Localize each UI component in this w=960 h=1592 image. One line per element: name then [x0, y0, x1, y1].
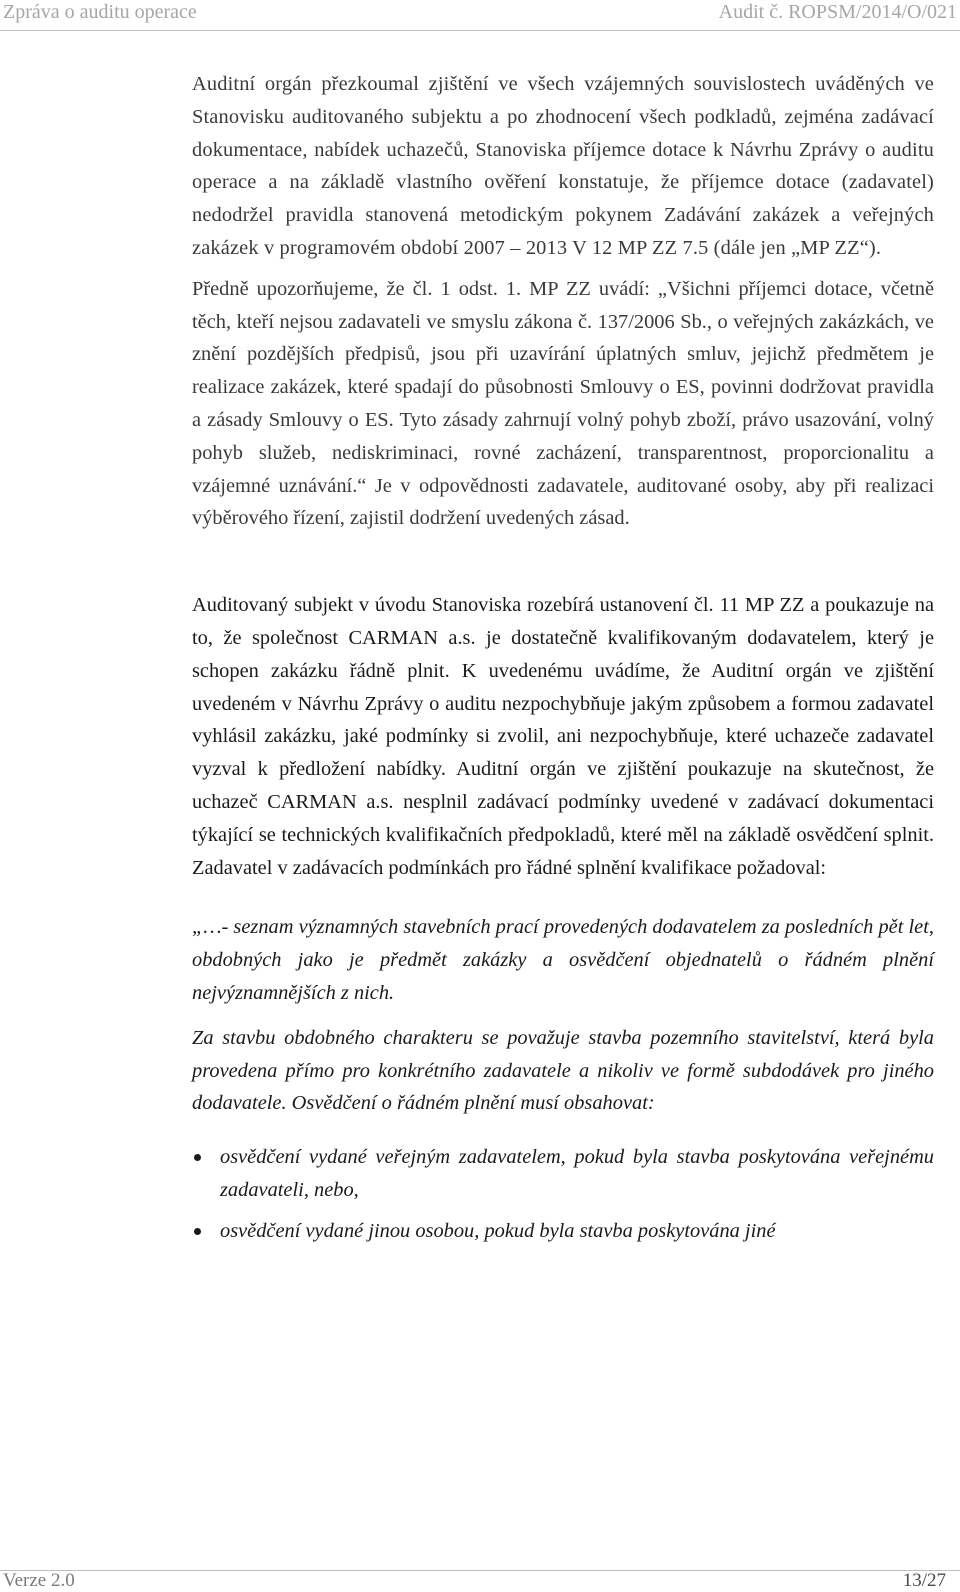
quote-requirements-list: „…- seznam významných stavebních prací provedených dodavatelem za posledních pět let, obdobných jako je předmět zakázky a osvědčení objednatelů o řádném plnění nejvýznamnějších z nich.: [192, 916, 934, 1004]
footer-version: Verze 2.0: [3, 1570, 75, 1591]
document-body: [192, 68, 934, 1256]
paragraph-mp-zz-quote: Předně upozorňujeme, že čl. 1 odst. 1. MP ZZ uvádí: „Všichni příjemci dotace, včetně těch, kteří nejsou zadavateli ve smyslu zákona č. 137/2006 Sb., o veřejných zakázkách, ve znění pozdějších předpisů, jsou při uzavírání úplatných smluv, jejichž předmětem je realizace zakázek, které spadají do působnosti Smlouvy o ES, povinni dodržovat pravidla a zásady Smlouvy o ES. Tyto zásady zahrnují volný pohyb zboží, právo usazování, volný pohyb služeb, nediskriminaci, rovné zacházení, transparentnost, proporcionalitu a vzájemné uznávání.“ Je v odpovědnosti zadavatele, auditované osoby, aby při realizaci výběrového řízení, zajistil dodržení uvedených zásad.: [192, 277, 934, 530]
paragraph-carman-qualification: Auditovaný subjekt v úvodu Stanoviska rozebírá ustanovení čl. 11 MP ZZ a poukazuje na to, že společnost CARMAN a.s. je dostatečně kvalifikovaným dodavatelem, který je schopen zakázku řádně plnit. K uvedenému uvádíme, že Auditní orgán ve zjištění uvedeném v Návrhu Zprávy o auditu nezpochybňuje jakým způsobem a formou zadavatel vyhlásil zakázku, jaké podmínky si zvolil, ani nezpochybňuje, které uchazeče zadavatel vyzval k předložení nabídky. Auditní orgán ve zjištění poukazuje na skutečnost, že uchazeč CARMAN a.s. nesplnil zadávací podmínky uvedené v zadávací dokumentaci týkající se technických kvalifikačních předpokladů, které měl na základě osvědčení splnit. Zadavatel v zadávacích podmínkách pro řádné splnění kvalifikace požadoval:: [192, 594, 934, 879]
quote-similar-construction: Za stavbu obdobného charakteru se považuje stavba pozemního stavitelství, která byla provedena přímo pro konkrétního zadavatele a nikoliv ve formě subdodávek pro jiného dodavatele. Osvědčení o řádném plnění musí obsahovat:: [192, 1026, 934, 1115]
header-document-title: Zpráva o auditu operace: [3, 1, 197, 23]
certificate-requirements-list: [192, 1141, 934, 1247]
bullet-icon: [194, 1228, 201, 1235]
paragraph-audit-findings: Auditní orgán přezkoumal zjištění ve všech vzájemných souvislostech uváděných ve Stanovisku auditovaného subjektu a po zhodnocení všech podkladů, zejména zadávací dokumentace, nabídek uchazečů, Stanoviska příjemce dotace k Návrhu Zprávy o auditu operace a na základě vlastního ověření konstatuje, že příjemce dotace (zadavatel) nedodržel pravidla stanovená metodickým pokynem Zadávání zakázek a veřejných zakázek v programovém období 2007 – 2013 V 12 MP ZZ 7.5 (dále jen „MP ZZ“).: [192, 73, 934, 259]
list-item: [192, 1215, 934, 1248]
header-audit-number: Audit č. ROPSM/2014/O/021: [718, 1, 957, 23]
bullet-icon: [194, 1154, 201, 1161]
list-item-text: osvědčení vydané jinou osobou, pokud byla stavba poskytována jiné: [220, 1219, 776, 1242]
page-footer: [0, 1570, 960, 1589]
list-item-text: osvědčení vydané veřejným zadavatelem, pokud byla stavba poskytována veřejnému zadavateli, nebo,: [220, 1146, 934, 1201]
list-item: [192, 1141, 934, 1207]
page-header: [0, 0, 960, 31]
footer-page-number: 13/27: [902, 1570, 946, 1591]
